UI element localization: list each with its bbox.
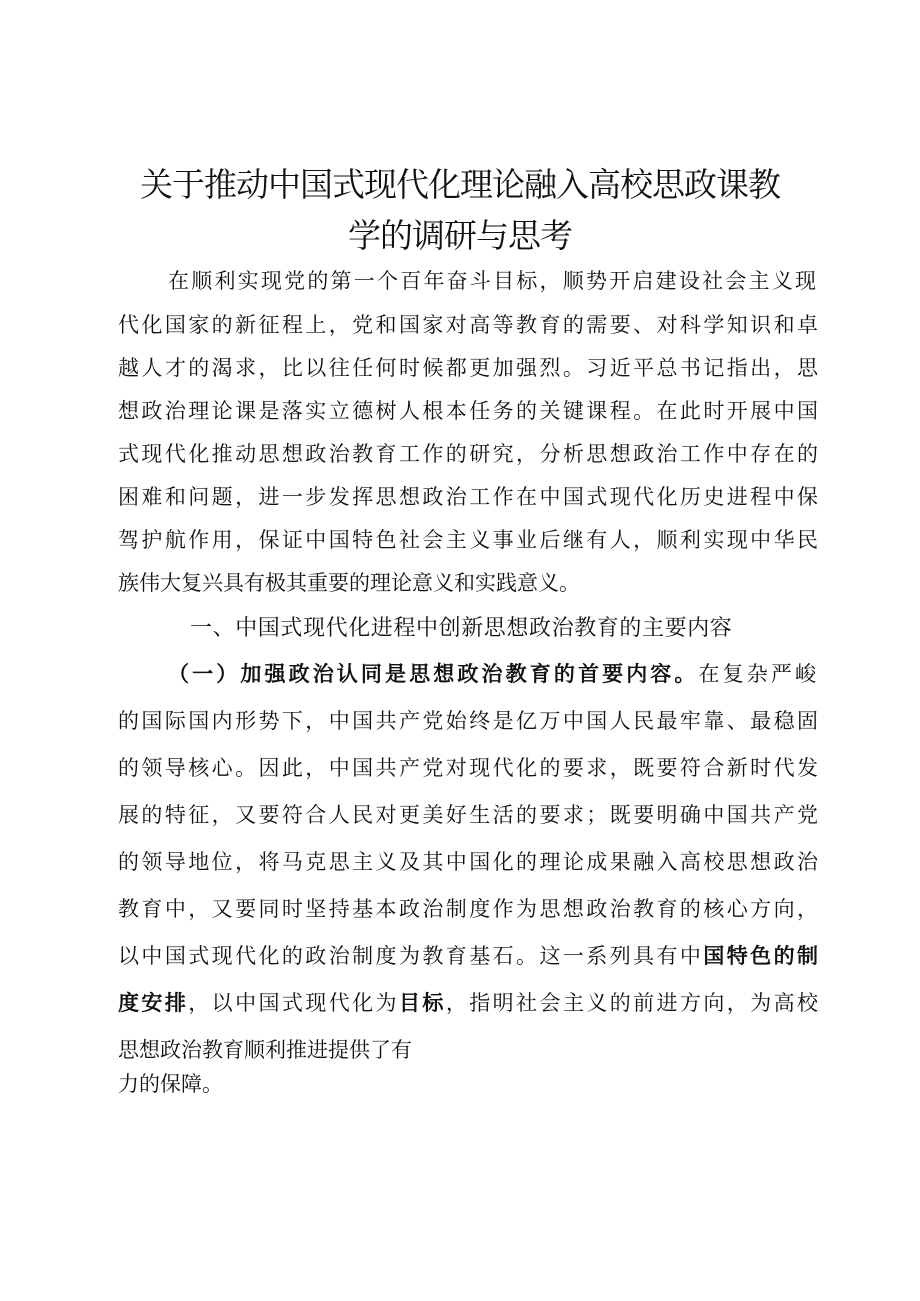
subsection-paragraph-line: 的国际国内形势下，中国共产党始终是亿万中国人民最牢靠、最稳固 (118, 709, 818, 733)
intro-paragraph-line: 困难和问题，进一步发挥思想政治工作在中国式现代化历史进程中保 (118, 485, 818, 509)
subsection-paragraph-line: 力的保障。 (118, 1072, 223, 1096)
subsection-line-text: 以中国式现代化的政治制度为教育基石。这一系列具有中 (118, 944, 704, 968)
section-heading: 一、中国式现代化进程中创新思想政治教育的主要内容 (190, 616, 733, 641)
subsection-paragraph-line: 思想政治教育顺利推进提供了有 (118, 1038, 412, 1062)
subsection-line-bold-text: 目标 (398, 990, 446, 1015)
intro-paragraph-line: 想政治理论课是落实立德树人根本任务的关键课程。在此时开展中国 (118, 399, 818, 423)
subsection-line-text: ，以中国式现代化为 (188, 991, 399, 1015)
subsection-paragraph-line: 教育中，又要同时坚持基本政治制度作为思想政治教育的核心方向， (118, 897, 818, 921)
document-title-line-1: 关于推动中国式现代化理论融入高校思政课教 (140, 165, 780, 204)
subsection-paragraph-line (118, 941, 818, 971)
intro-paragraph-line: 在顺利实现党的第一个百年奋斗目标，顺势开启建设社会主义现 (168, 269, 816, 293)
subsection-line-text: ，指明社会主义的前进方向，为高校 (445, 991, 819, 1015)
subsection-lead-line (168, 659, 816, 689)
intro-paragraph-line: 越人才的渴求，比以往任何时候都更加强烈。习近平总书记指出，思 (118, 356, 818, 380)
subsection-paragraph-line: 的领导地位，将马克思主义及其中国化的理论成果融入高校思想政治 (118, 850, 818, 874)
intro-paragraph-line: 代化国家的新征程上，党和国家对高等教育的需要、对科学知识和卓 (118, 313, 818, 337)
subsection-line-bold-text: 度安排 (118, 990, 189, 1015)
intro-paragraph-line: 式现代化推动思想政治教育工作的研究，分析思想政治工作中存在的 (118, 442, 818, 466)
subsection-paragraph-line (118, 988, 818, 1018)
subsection-lead-bold: （一）加强政治认同是思想政治教育的首要内容。 (168, 661, 699, 686)
intro-paragraph-line: 驾护航作用，保证中国特色社会主义事业后继有人，顺利实现中华民 (118, 528, 818, 552)
document-title-line-2: 学的调研与思考 (348, 216, 572, 255)
intro-paragraph-line: 族伟大复兴具有极其重要的理论意义和实践意义。 (118, 571, 580, 595)
subsection-line-bold-text: 国特色的制 (703, 943, 818, 968)
subsection-paragraph-line: 展的特征，又要符合人民对更美好生活的要求；既要明确中国共产党 (118, 803, 818, 827)
subsection-paragraph-line: 的领导核心。因此，中国共产党对现代化的要求，既要符合新时代发 (118, 756, 818, 780)
subsection-lead-rest: 在复杂严峻 (698, 662, 817, 686)
